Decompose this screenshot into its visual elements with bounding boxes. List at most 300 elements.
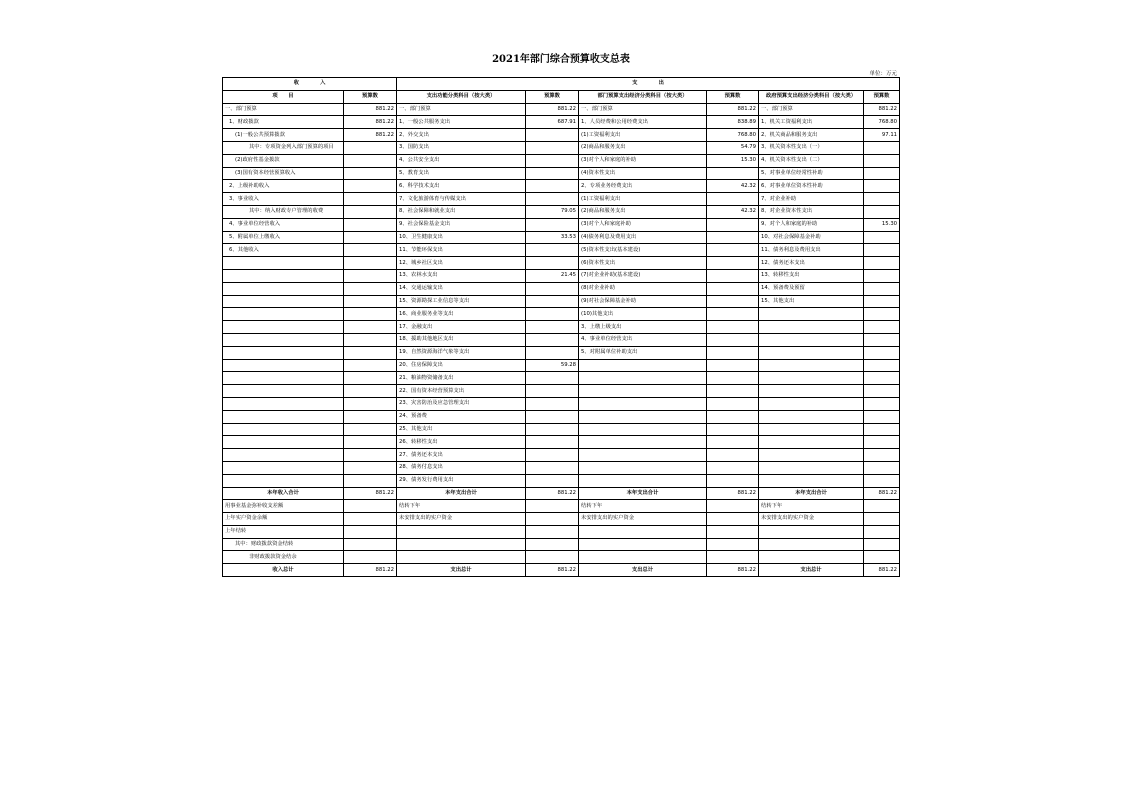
- func-item-cell: 4、公共安全支出: [397, 154, 526, 167]
- func-grand-label: 支出总计: [397, 564, 526, 577]
- gov-item-cell: 10、对社会保障基金补助: [759, 231, 864, 244]
- income-item-cell: 3、事业收入: [223, 193, 344, 206]
- table-row: [223, 372, 900, 385]
- gov-grand-label: 支出总计: [759, 564, 864, 577]
- table-row: [223, 410, 900, 423]
- gov-total-label: 本年支出合计: [759, 487, 864, 500]
- income-item-cell: 4、事业单位经营收入: [223, 218, 344, 231]
- income-value-cell: [344, 218, 397, 231]
- func-total-value: 881.22: [526, 487, 579, 500]
- income-value-cell: [344, 180, 397, 193]
- table-row: [223, 461, 900, 474]
- dept-grand-value: 881.22: [707, 564, 759, 577]
- gov-item-cell: 1、机关工资福利支出: [759, 116, 864, 129]
- table-row: [223, 385, 900, 398]
- income-item-cell: 其中：专项资金列入部门预算的项目: [223, 141, 344, 154]
- gov-item-cell: 7、对企业补助: [759, 193, 864, 206]
- dept-item-cell: [579, 436, 707, 449]
- dept-value-cell: [707, 333, 759, 346]
- dept-value-cell: [707, 410, 759, 423]
- func-item-cell: 20、住房保障支出: [397, 359, 526, 372]
- dept-value-cell: [707, 321, 759, 334]
- func-item-cell: 1、一般公共服务支出: [397, 116, 526, 129]
- dept-value-cell: 15.30: [707, 154, 759, 167]
- func-value-cell: 21.45: [526, 269, 579, 282]
- dept-value-cell: [707, 500, 759, 513]
- gov-item-cell: [759, 551, 864, 564]
- func-value-cell: [526, 513, 579, 526]
- dept-item-cell: (9)对社会保障基金补助: [579, 295, 707, 308]
- page-title: 2021年部门综合预算收支总表: [492, 54, 630, 65]
- func-item-cell: 8、社会保障和就业支出: [397, 205, 526, 218]
- gov-value-cell: [864, 461, 900, 474]
- gov-item-cell: 12、债务还本支出: [759, 257, 864, 270]
- dept-value-cell: [707, 538, 759, 551]
- func-item-cell: 17、金融支出: [397, 321, 526, 334]
- func-value-cell: [526, 129, 579, 142]
- dept-item-cell: [579, 474, 707, 487]
- gov-item-cell: 结转下年: [759, 500, 864, 513]
- func-value-cell: [526, 257, 579, 270]
- func-item-cell: 22、国有资本经营预算支出: [397, 385, 526, 398]
- dept-item-cell: 1、人员经费和公用经费支出: [579, 116, 707, 129]
- dept-value-cell: [707, 257, 759, 270]
- income-value-cell: [344, 423, 397, 436]
- dept-value-cell: 838.89: [707, 116, 759, 129]
- income-item-cell: 其中：纳入财政专户管理的收费: [223, 205, 344, 218]
- dept-item-cell: (1)工资福利支出: [579, 193, 707, 206]
- func-value-cell: [526, 525, 579, 538]
- func-value-cell: 687.91: [526, 116, 579, 129]
- dept-item-cell: [579, 397, 707, 410]
- income-value-cell: [344, 269, 397, 282]
- table-row: [223, 500, 900, 513]
- func-item-cell: 15、资源勘探工业信息等支出: [397, 295, 526, 308]
- income-item-cell: [223, 295, 344, 308]
- func-value-cell: [526, 321, 579, 334]
- func-value-cell: [526, 551, 579, 564]
- income-value-cell: [344, 449, 397, 462]
- income-value-cell: [344, 321, 397, 334]
- func-value-cell: [526, 193, 579, 206]
- income-item-cell: 一、部门预算: [223, 103, 344, 116]
- income-item-cell: [223, 474, 344, 487]
- func-item-cell: [397, 538, 526, 551]
- dept-value-cell: [707, 231, 759, 244]
- income-value-cell: 881.22: [344, 103, 397, 116]
- income-item-cell: 2、上级补助收入: [223, 180, 344, 193]
- func-item-cell: 3、国防支出: [397, 141, 526, 154]
- income-item-cell: [223, 436, 344, 449]
- dept-item-cell: (10)其他支出: [579, 308, 707, 321]
- col-budget-header: 预算数: [864, 90, 900, 103]
- table-row: [223, 538, 900, 551]
- col-dept-header: 部门预算支出经济分类科目（按大类）: [579, 90, 707, 103]
- func-item-cell: 一、部门预算: [397, 103, 526, 116]
- dept-item-cell: 结转下年: [579, 500, 707, 513]
- dept-item-cell: (3)对个人和家庭补助: [579, 218, 707, 231]
- income-item-cell: 上年结转: [223, 525, 344, 538]
- dept-item-cell: [579, 551, 707, 564]
- income-value-cell: [344, 397, 397, 410]
- gov-total-value: 881.22: [864, 487, 900, 500]
- func-item-cell: 26、转移性支出: [397, 436, 526, 449]
- dept-item-cell: (7)对企业补助(基本建设): [579, 269, 707, 282]
- dept-item-cell: (2)商品和服务支出: [579, 141, 707, 154]
- income-item-cell: [223, 269, 344, 282]
- table-row: [223, 257, 900, 270]
- gov-item-cell: [759, 525, 864, 538]
- dept-item-cell: [579, 538, 707, 551]
- dept-value-cell: [707, 513, 759, 526]
- dept-value-cell: 54.79: [707, 141, 759, 154]
- table-row: [223, 436, 900, 449]
- dept-value-cell: [707, 372, 759, 385]
- dept-item-cell: (4)资本性支出: [579, 167, 707, 180]
- func-item-cell: 29、债务发行费用支出: [397, 474, 526, 487]
- gov-item-cell: 9、对个人和家庭的补助: [759, 218, 864, 231]
- func-value-cell: [526, 449, 579, 462]
- func-item-cell: 结转下年: [397, 500, 526, 513]
- gov-item-cell: [759, 461, 864, 474]
- income-total-label: 本年收入合计: [223, 487, 344, 500]
- dept-total-label: 本年支出合计: [579, 487, 707, 500]
- gov-value-cell: [864, 525, 900, 538]
- func-value-cell: [526, 154, 579, 167]
- gov-item-cell: [759, 423, 864, 436]
- gov-value-cell: [864, 141, 900, 154]
- dept-item-cell: (5)资本性支出(基本建设): [579, 244, 707, 257]
- income-item-cell: 上年实户资金余额: [223, 513, 344, 526]
- func-value-cell: [526, 436, 579, 449]
- income-item-cell: (2)政府性基金拨款: [223, 154, 344, 167]
- dept-item-cell: [579, 449, 707, 462]
- gov-value-cell: [864, 193, 900, 206]
- func-value-cell: [526, 167, 579, 180]
- gov-value-cell: [864, 500, 900, 513]
- gov-value-cell: [864, 167, 900, 180]
- gov-value-cell: [864, 180, 900, 193]
- gov-item-cell: [759, 474, 864, 487]
- table-row: [223, 154, 900, 167]
- table-row: [223, 205, 900, 218]
- dept-grand-label: 支出总计: [579, 564, 707, 577]
- income-value-cell: [344, 244, 397, 257]
- func-value-cell: [526, 500, 579, 513]
- income-value-cell: 881.22: [344, 129, 397, 142]
- table-row: [223, 551, 900, 564]
- table-row: [223, 103, 900, 116]
- gov-item-cell: 8、对企业资本性支出: [759, 205, 864, 218]
- income-value-cell: [344, 295, 397, 308]
- table-row: [223, 397, 900, 410]
- income-item-cell: 非财政拨款资金结余: [223, 551, 344, 564]
- dept-value-cell: 768.80: [707, 129, 759, 142]
- gov-value-cell: [864, 513, 900, 526]
- unit-label: 单位：万元: [869, 71, 897, 77]
- dept-value-cell: [707, 436, 759, 449]
- dept-value-cell: [707, 282, 759, 295]
- budget-summary-table: [222, 77, 900, 577]
- table-row: [223, 180, 900, 193]
- gov-value-cell: [864, 474, 900, 487]
- table-row: [223, 282, 900, 295]
- func-value-cell: 33.53: [526, 231, 579, 244]
- gov-item-cell: [759, 308, 864, 321]
- table-row: [223, 525, 900, 538]
- func-item-cell: 5、教育支出: [397, 167, 526, 180]
- dept-value-cell: [707, 474, 759, 487]
- dept-value-cell: 42.32: [707, 180, 759, 193]
- dept-value-cell: 881.22: [707, 103, 759, 116]
- dept-item-cell: 4、事业单位经营支出: [579, 333, 707, 346]
- dept-value-cell: [707, 244, 759, 257]
- dept-item-cell: [579, 385, 707, 398]
- dept-item-cell: (1)工资福利支出: [579, 129, 707, 142]
- gov-value-cell: [864, 333, 900, 346]
- income-item-cell: [223, 308, 344, 321]
- income-value-cell: [344, 282, 397, 295]
- income-item-cell: [223, 449, 344, 462]
- func-item-cell: 21、粮油物资储备支出: [397, 372, 526, 385]
- gov-value-cell: [864, 436, 900, 449]
- income-value-cell: [344, 538, 397, 551]
- income-item-cell: 6、其他收入: [223, 244, 344, 257]
- income-item-cell: 其中：财政拨款资金结转: [223, 538, 344, 551]
- income-item-cell: [223, 346, 344, 359]
- gov-item-cell: 4、机关资本性支出（二）: [759, 154, 864, 167]
- income-value-cell: [344, 205, 397, 218]
- func-item-cell: 24、预备费: [397, 410, 526, 423]
- gov-value-cell: [864, 231, 900, 244]
- expense-section-header: 支 出: [397, 78, 900, 91]
- func-value-cell: [526, 308, 579, 321]
- gov-value-cell: [864, 372, 900, 385]
- income-value-cell: [344, 525, 397, 538]
- col-func-header: 支出功能分类科目（按大类）: [397, 90, 526, 103]
- gov-value-cell: [864, 205, 900, 218]
- income-value-cell: [344, 410, 397, 423]
- func-value-cell: [526, 423, 579, 436]
- func-value-cell: 79.05: [526, 205, 579, 218]
- gov-item-cell: [759, 372, 864, 385]
- income-item-cell: 5、附属单位上缴收入: [223, 231, 344, 244]
- dept-value-cell: [707, 308, 759, 321]
- func-value-cell: [526, 474, 579, 487]
- dept-value-cell: [707, 193, 759, 206]
- dept-item-cell: 未安排支出的实户资金: [579, 513, 707, 526]
- func-item-cell: 10、卫生健康支出: [397, 231, 526, 244]
- table-row: [223, 218, 900, 231]
- income-item-cell: [223, 385, 344, 398]
- dept-item-cell: 5、对附属单位补助支出: [579, 346, 707, 359]
- income-value-cell: [344, 167, 397, 180]
- dept-value-cell: [707, 346, 759, 359]
- dept-value-cell: [707, 449, 759, 462]
- income-value-cell: [344, 372, 397, 385]
- gov-item-cell: [759, 449, 864, 462]
- income-value-cell: [344, 231, 397, 244]
- func-item-cell: 13、农林水支出: [397, 269, 526, 282]
- income-item-cell: 用事业基金弥补收支差额: [223, 500, 344, 513]
- gov-item-cell: 3、机关资本性支出（一）: [759, 141, 864, 154]
- gov-item-cell: 5、对事业单位经常性补助: [759, 167, 864, 180]
- dept-value-cell: [707, 397, 759, 410]
- table-row: [223, 513, 900, 526]
- income-item-cell: [223, 423, 344, 436]
- gov-item-cell: [759, 436, 864, 449]
- func-item-cell: 未安排支出的实户资金: [397, 513, 526, 526]
- gov-value-cell: [864, 423, 900, 436]
- func-value-cell: [526, 282, 579, 295]
- func-value-cell: [526, 244, 579, 257]
- func-value-cell: [526, 141, 579, 154]
- gov-value-cell: [864, 551, 900, 564]
- gov-value-cell: 881.22: [864, 103, 900, 116]
- dept-value-cell: [707, 385, 759, 398]
- dept-item-cell: (6)资本性支出: [579, 257, 707, 270]
- income-value-cell: [344, 333, 397, 346]
- income-item-cell: (3)国有资本经营预算收入: [223, 167, 344, 180]
- gov-value-cell: [864, 385, 900, 398]
- dept-value-cell: [707, 359, 759, 372]
- income-value-cell: [344, 385, 397, 398]
- income-value-cell: 881.22: [344, 116, 397, 129]
- income-total-value: 881.22: [344, 487, 397, 500]
- gov-value-cell: [864, 397, 900, 410]
- gov-value-cell: [864, 295, 900, 308]
- func-value-cell: [526, 180, 579, 193]
- gov-value-cell: [864, 538, 900, 551]
- gov-value-cell: [864, 244, 900, 257]
- dept-value-cell: [707, 269, 759, 282]
- dept-item-cell: (4)债务利息及费用支出: [579, 231, 707, 244]
- income-value-cell: [344, 154, 397, 167]
- income-item-cell: [223, 397, 344, 410]
- table-row: [223, 308, 900, 321]
- func-value-cell: [526, 538, 579, 551]
- dept-item-cell: (2)商品和服务支出: [579, 205, 707, 218]
- dept-item-cell: [579, 410, 707, 423]
- income-value-cell: [344, 474, 397, 487]
- annual-total-row: [223, 487, 900, 500]
- income-grand-value: 881.22: [344, 564, 397, 577]
- func-item-cell: 11、节能环保支出: [397, 244, 526, 257]
- dept-value-cell: [707, 167, 759, 180]
- func-grand-value: 881.22: [526, 564, 579, 577]
- income-value-cell: [344, 551, 397, 564]
- func-value-cell: [526, 333, 579, 346]
- gov-item-cell: 15、其他支出: [759, 295, 864, 308]
- table-row: [223, 474, 900, 487]
- dept-value-cell: [707, 461, 759, 474]
- income-value-cell: [344, 257, 397, 270]
- func-value-cell: [526, 295, 579, 308]
- income-item-cell: [223, 359, 344, 372]
- gov-value-cell: [864, 359, 900, 372]
- gov-value-cell: [864, 154, 900, 167]
- table-row: [223, 231, 900, 244]
- dept-item-cell: 2、专项业务经费支出: [579, 180, 707, 193]
- func-value-cell: [526, 397, 579, 410]
- income-item-cell: [223, 333, 344, 346]
- column-header-row: [223, 90, 900, 103]
- income-grand-label: 收入总计: [223, 564, 344, 577]
- func-item-cell: 28、债务付息支出: [397, 461, 526, 474]
- table-row: [223, 244, 900, 257]
- income-item-cell: [223, 282, 344, 295]
- func-item-cell: 23、灾害防治及应急管理支出: [397, 397, 526, 410]
- dept-value-cell: [707, 218, 759, 231]
- gov-item-cell: 14、预备费及预留: [759, 282, 864, 295]
- dept-value-cell: 42.32: [707, 205, 759, 218]
- func-value-cell: 59.28: [526, 359, 579, 372]
- func-value-cell: 881.22: [526, 103, 579, 116]
- func-value-cell: [526, 461, 579, 474]
- dept-item-cell: [579, 359, 707, 372]
- func-item-cell: 18、援助其他地区支出: [397, 333, 526, 346]
- table-row: [223, 295, 900, 308]
- dept-value-cell: [707, 423, 759, 436]
- dept-item-cell: [579, 525, 707, 538]
- dept-item-cell: [579, 423, 707, 436]
- dept-item-cell: (8)对企业补助: [579, 282, 707, 295]
- gov-item-cell: [759, 346, 864, 359]
- table-row: [223, 449, 900, 462]
- table-row: [223, 116, 900, 129]
- func-value-cell: [526, 385, 579, 398]
- table-row: [223, 141, 900, 154]
- income-item-cell: [223, 372, 344, 385]
- func-item-cell: [397, 525, 526, 538]
- table-row: [223, 269, 900, 282]
- col-budget-header: 预算数: [707, 90, 759, 103]
- table-row: [223, 167, 900, 180]
- func-item-cell: 25、其他支出: [397, 423, 526, 436]
- gov-item-cell: 13、转移性支出: [759, 269, 864, 282]
- section-header-row: [223, 78, 900, 91]
- gov-item-cell: 未安排支出的实户资金: [759, 513, 864, 526]
- func-value-cell: [526, 346, 579, 359]
- func-item-cell: 7、文化旅游体育与传媒支出: [397, 193, 526, 206]
- income-item-cell: [223, 257, 344, 270]
- dept-item-cell: [579, 461, 707, 474]
- grand-total-row: [223, 564, 900, 577]
- income-value-cell: [344, 346, 397, 359]
- gov-value-cell: [864, 410, 900, 423]
- table-row: [223, 333, 900, 346]
- table-row: [223, 423, 900, 436]
- table-row: [223, 193, 900, 206]
- func-item-cell: 19、自然资源海洋气象等支出: [397, 346, 526, 359]
- dept-item-cell: 3、上缴上级支出: [579, 321, 707, 334]
- gov-item-cell: [759, 410, 864, 423]
- gov-value-cell: [864, 282, 900, 295]
- dept-item-cell: 一、部门预算: [579, 103, 707, 116]
- gov-item-cell: 6、对事业单位资本性补助: [759, 180, 864, 193]
- gov-value-cell: [864, 257, 900, 270]
- gov-value-cell: [864, 321, 900, 334]
- income-item-cell: (1)一般公共预算拨款: [223, 129, 344, 142]
- func-item-cell: 2、外交支出: [397, 129, 526, 142]
- gov-value-cell: 15.30: [864, 218, 900, 231]
- func-item-cell: 14、交通运输支出: [397, 282, 526, 295]
- gov-item-cell: 一、部门预算: [759, 103, 864, 116]
- table-row: [223, 321, 900, 334]
- dept-value-cell: [707, 525, 759, 538]
- income-item-cell: 1、财政拨款: [223, 116, 344, 129]
- table-row: [223, 129, 900, 142]
